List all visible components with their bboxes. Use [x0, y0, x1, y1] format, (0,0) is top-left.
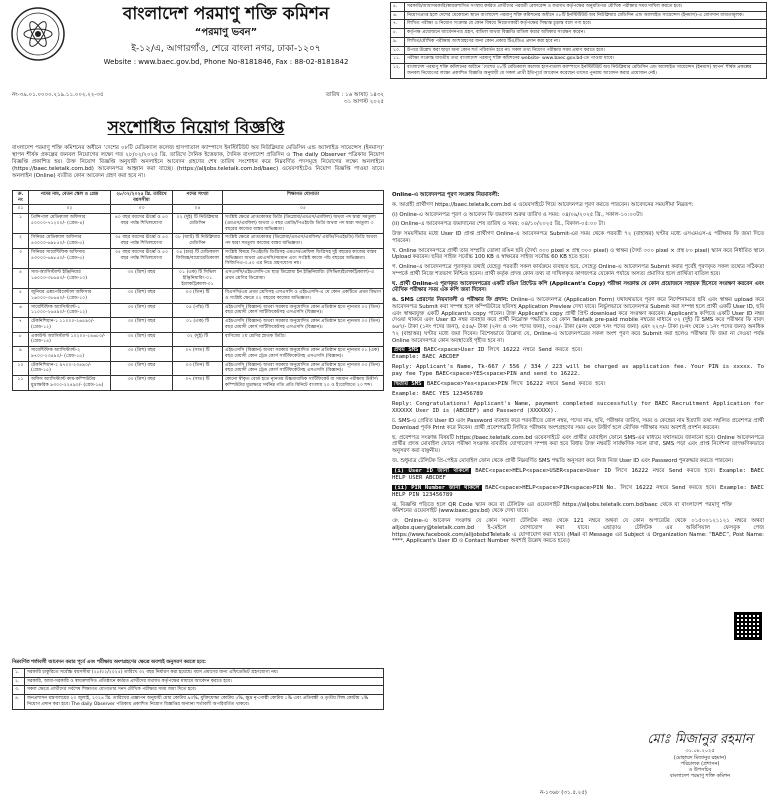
- col-age: ২৮/০২/২০২৫ খ্রি. তারিখে বয়সসীমা: [111, 191, 173, 205]
- online-heading: Online-এ আবেদনপত্র পূরণ সংক্রান্ত নিয়মাবলী:: [392, 192, 500, 198]
- cell-post: টেকনিশিয়ান-২ ৯৭০০-২৩৪৯০/- (গ্রেড-১৫): [29, 361, 111, 375]
- online-a3: উক্ত সময়সীমার মধ্যে User ID প্রাপ্ত প্রার্থীগণ Online-এ আবেদনপত্র Submit-এর সময় থেকে পরবর্তী ৭২ (বাহাত্তর) ঘণ্টার মধ্যে এসএমএস-এ পরীক্ষার ফি জমা দিতে পারবেন।: [392, 231, 764, 244]
- letterhead: [66, 4, 386, 67]
- col-serial: ক্র. নং: [13, 191, 29, 205]
- cell-count: ০৭ (সাত) টি: [173, 347, 223, 361]
- cell-age: ৩০ (ত্রিশ) বছর: [111, 318, 173, 332]
- cell-age: ৩০ (ত্রিশ) বছর: [111, 332, 173, 346]
- condition-row: ৭. লিখিত পরীক্ষা ও নিয়োগ সংক্রান্ত যে কোন বিষয়ে নিয়োগকারী কর্তৃপক্ষের সিদ্ধান্ত চূড়ান্ত বলে গণ্য হবে।: [391, 20, 767, 29]
- cell-count: ০৫ (পাঁচ) টি: [173, 303, 223, 317]
- conditions-table: [12, 668, 384, 710]
- condition-row: ১২. বাংলাদেশ পরমাণু শক্তি কমিশনের অধীনে ‘দেশের ০৮টি মেডিক্যাল কলেজ হাসপাতাল ক্যাম্পাসে ইনস্টিটিউট অব নিউক্লিয়ার মেডিসিন এন্ড অ্যালাইড সায়েন্সেস (ইনমাস) স্থাপন’ শীর্ষক প্রকল্পের জনবল নিয়োগের লক্ষ্যে প্রকাশিত বিজ্ঞপ্তি অনুযায়ী যে সকল প্রার্থী ইতিপূর্বে আবেদন করেছেন তাদের পুনরায় আবেদন করার প্রয়োজন নেই।: [391, 64, 767, 78]
- cell-qual: সংশ্লিষ্ট ক্ষেত্রে প্রাতকোত্তর ডিগ্রি (ডিপ্লোমা/এমএস/এমফিল) অথবা পদ দ্বারা সমতুল্য (এমএস/এমফিল) অথবা ৩ বছর এমডি/পিএইচডি ডিগ্রি অথবা পদ দ্বারা সমতুল্য ৩ বছরের কাজের বাস্তব অভিজ্ঞতা।: [223, 214, 384, 234]
- condition-row: ৯. লিখিত/মৌখিক পরীক্ষায় অংশগ্রহণের জন্য কোন প্রকার টিএ/ডিএ প্রদান করা হবে না।: [391, 37, 767, 46]
- table-row: [13, 332, 384, 346]
- cell-count: ০৪ (চার) টি মেডিক্যাল ফিজিক্স/বায়োমেডিক্যাল: [173, 248, 223, 268]
- cell-count: ০৮ (আট) টি নিউক্লিয়ার মেডিসিন: [173, 234, 223, 248]
- signature-block: [640, 732, 760, 780]
- signature-script: মোঃ মিজানুর রহমান: [647, 732, 753, 747]
- cell-age: ৩০ (ত্রিশ) বছর: [111, 289, 173, 303]
- posts-table: [12, 190, 384, 391]
- cell-post: সাব-অ্যাসিস্ট্যান্ট ইঞ্জিনিয়ার ১৬০০০-৩৮৬৪০/- (গ্রেড-১০): [29, 269, 111, 289]
- cell-no: ১১: [13, 376, 29, 390]
- online-h: জ. শুধুমাত্র টেলিটক প্রি-পেইড মোবাইল ফোন থেকে প্রার্থী নিম্নবর্ণিত SMS পদ্ধতি অনুসরণ করে নিজ নিজ User ID এবং Password পুনরুদ্ধার করতে পারবেন।: [392, 457, 734, 464]
- cell-no: ৮: [13, 332, 29, 346]
- org-contact: Website : www.baec.gov.bd, Phone No-8181846, Fax : 88-02-8181842: [103, 58, 349, 66]
- memo-reference: [12, 92, 384, 105]
- cell-post: সায়েন্টিফিক অ্যাসিস্ট্যান্ট-১ ১১০০০-২৬৫৯০/- (গ্রেড-১২): [29, 303, 111, 317]
- online-j: ঞ. Online-এ আবেদন সংক্রান্ত যে কোন সমস্যা টেলিটক নম্বর থেকে 121 নম্বরে অথবা যে কোন অপারেটর থেকে ০১৫০০১২১১২১ নম্বরে অথবা alljobs.query@teletalk.com.bd ই-মেইলে যোগাযোগ করা যাবে। এছাড়াও টেলিটক এর অফিসিয়াল ফেসবুক পেজ https://www.facebook.com/alljobsbdTeletalk এ যোগাযোগ করা যাবে। (Mail বা Message এর Subject এ Organization Name: “BAEC”, Post Name: ****, Applicant's User ID ও Contact Number অবশ্যই উল্লেখ করতে হবে।): [392, 518, 764, 545]
- condition-row: ৩. সকল ক্ষেত্রে প্রার্থীদের সর্বশেষ শিক্ষাগত যোগ্যতার সনদ মৌখিক পরীক্ষার সময় জমা দিতে হবে।: [13, 686, 384, 695]
- cell-age: ৪০ বছর বয়সের ঊর্ধ্বে ও ৫০ বছর পর্যন্ত শিথিলযোগ্য: [111, 214, 173, 234]
- cell-age: ৩৫ বছর বয়সের ঊর্ধ্বে ও ৫০ বছর পর্যন্ত শিথিলযোগ্য: [111, 234, 173, 248]
- memo-number: নং-৩৯.০১.০০০০.২১৯.১১.০০২.২২-৩৫: [12, 92, 104, 98]
- cell-post: প্রিন্সিপাল মেডিক্যাল অফিসার ৫০০০০-৭১২০০/- (গ্রেড-৪): [29, 214, 111, 234]
- cell-qual: এইচএসসি (বিজ্ঞান) অথবা সরকার অনুমোদিত কোন প্রতিষ্ঠান হতে ন্যূনতম ০৩ (তিন) বছর মেয়াদী কোর্স সার্টিফিকেটসহ এসএসসি (বিজ্ঞান)।: [223, 318, 384, 332]
- cell-no: ৬: [13, 303, 29, 317]
- col-qualification: শিক্ষাগত যোগ্যতা: [223, 191, 384, 205]
- online-instructions: [392, 192, 764, 548]
- cell-post: অফিস অ্যাসিস্ট্যান্ট কাম-কম্পিউটার মুদ্রাক্ষরিক ৯৩০০-২২৪৯০/- (গ্রেড-১৬): [29, 376, 111, 390]
- signatory-dept: ও উপসচিব: [688, 767, 712, 773]
- cell-count: ০১ (এক) টি সিভিল ইঞ্জিনিয়ারিং-০১ ইলেকট্রিক্যাল-০১: [173, 269, 223, 289]
- cell-qual: এইচএসসি (বিজ্ঞান) অথবা সরকার অনুমোদিত কোন প্রতিষ্ঠান হতে ন্যূনতম ০৩ (তিন) বছর মেয়াদী কোর্স সার্টিফিকেটসহ এসএসসি (বিজ্ঞান)।: [223, 303, 384, 317]
- online-f: চ. SMS-এ প্রেরিত User ID এবং Password ব্যবহার করে পরবর্তীতে রোল নম্বর, পদের নাম, ছবি, পরীক্ষার তারিখ, সময় ও কেন্দ্রের নাম ইত্যাদি তথ্য সম্বলিত প্রবেশপত্র প্রার্থী Download পূর্বক Print করে নিবেন। প্রার্থী প্রবেশপত্রটি লিখিত পরীক্ষায় অংশগ্রহণের সময় এবং উত্তীর্ণ হলে মৌখিক পরীক্ষার সময় অবশ্যই প্রদর্শন করবেন।: [392, 418, 764, 431]
- conditions-section: [12, 660, 384, 710]
- col-count: পদের সংখ্যা: [173, 191, 223, 205]
- lost-pin-label: (ii) PIN Number জানা থাকলে: [394, 484, 480, 491]
- table-row: [13, 234, 384, 248]
- cell-no: ৫: [13, 289, 29, 303]
- lost-uid-label: (i) User ID জানা থাকলে: [394, 467, 469, 474]
- cell-count: ০২ (দুই) টি: [173, 332, 223, 346]
- first-sms-example: Example: BAEC ABCDEF: [392, 354, 460, 361]
- cell-no: ১০: [13, 361, 29, 375]
- cell-post: সায়েন্টিফিক অ্যাসিস্ট্যান্ট-২ ৯৭০০-২৩৪৯০/- (গ্রেড-১৫): [29, 347, 111, 361]
- first-sms-code: BAEC<space>User ID লিখে 16222 নম্বরে Send করতে হবে।: [423, 347, 583, 354]
- cell-age: ৩০ (ত্রিশ) বছর: [111, 269, 173, 289]
- cell-post: টেকনিশিয়ান-১ ১১০০০-২৬৫৯০/- (গ্রেড-১২): [29, 318, 111, 332]
- second-sms-label: দ্বিতীয় SMS: [394, 381, 422, 388]
- conditions-continued-table: [390, 2, 767, 79]
- signature-date: ৩১.০৮.২০২৫: [685, 748, 715, 755]
- cell-age: ৩০ (ত্রিশ) বছর: [111, 361, 173, 375]
- table-colnum-row: ০১ ০২ ০৩ ০৪ ০৫: [13, 205, 384, 214]
- condition-row: ১০. উপরে উল্লেখ করা ছাড়া অন্য কোন শর্ত পরিবর্তন হবে না। সকল তথ্য নিয়োগ পরীক্ষার সময় প্রমাণ করতে হবে।: [391, 46, 767, 55]
- first-sms-reply: Reply: Applicant's Name, Tk-667 / 556 / 334 / 223 will be charged as application fee. Your PIN is xxxxx. To pay fee Type BAEC<space>YES<space>PIN and send to 16222.: [392, 364, 764, 378]
- cell-qual: বাণিজ্যে ২য় শ্রেণির স্নাতক ডিগ্রি।: [223, 332, 384, 346]
- sms-heading: ঙ. SMS প্রেরণের নিয়মাবলী ও পরীক্ষার ফি প্রদান:: [392, 297, 509, 303]
- condition-row: ১১. পরীক্ষা সংক্রান্ত যাবতীয় তথ্য বাংলাদেশ পরমাণু শক্তি কমিশনের website- www.baec.gov.bd-তে পাওয়া যাবে।: [391, 55, 767, 64]
- cell-qual: এইচএসসি (বিজ্ঞান) অথবা সরকার অনুমোদিত কোন প্রতিষ্ঠান হতে ন্যূনতম ০৩ (তিন) বছর মেয়াদী কোন ট্রেড কোর্স সার্টিফিকেটসহ এসএসসি (বিজ্ঞান)।: [223, 361, 384, 375]
- table-row: [13, 303, 384, 317]
- second-sms-example: Example: BAEC YES 123456789: [392, 391, 483, 398]
- org-name: বাংলাদেশ পরমাণু শক্তি কমিশন: [122, 4, 330, 24]
- cell-count: ০৭ (সাত) টি: [173, 376, 223, 390]
- condition-row: ২. সরকারি, আধা-সরকারি ও স্বায়ত্তশাসিত প্রতিষ্ঠানে কর্মরত প্রার্থীদের যথাযথ কর্তৃপক্ষের মাধ্যমে আবেদন করতে হবে।: [13, 677, 384, 686]
- lost-uid-code: BAEC<space>HELP<space>USER<space>User ID লিখে 16222 নম্বরে Send করতে হবে। Example: BAEC HELP USER ABCDEF: [392, 467, 764, 481]
- cell-qual: বিএসসি/এম প্রথম শ্রেণিসহ এসএসসি ও এইচএসসি-এ যে কোন একটিতে প্রথম বিভাগ ও সংশ্লিষ্ট ক্ষেত্রে ০২ বছরের কাজের অভিজ্ঞতা।: [223, 289, 384, 303]
- baec-logo-icon: [10, 6, 66, 62]
- qr-code-icon[interactable]: [734, 612, 762, 640]
- cell-qual: এসএসসি/এইচএসসি-তে ছাড় ডিপ্লোমা ইন ইঞ্জিনিয়ারিং (সিভিল/ইলেকট্রিক্যাল)-এ প্রথম শ্রেণির ডিপ্লোমা।: [223, 269, 384, 289]
- condition-row: ৬. নিয়োগপ্রাপ্ত হলে দেশের যেকোনো স্থানে বাংলাদেশ পরমাণু শক্তি কমিশনের অধীনে ০৮টি ইনস্টিটিউট অব নিউক্লিয়ার মেডিসিন এন্ড অ্যালাইড সায়েন্সেস (ইনমাস)-এ যোগদান বাধ্যতামূলক।: [391, 11, 767, 20]
- first-sms-label: প্রথম SMS: [394, 347, 419, 354]
- cell-no: ১: [13, 214, 29, 234]
- table-row: [13, 214, 384, 234]
- signatory-title: পরিচালক (প্রশাসন): [680, 760, 720, 767]
- cell-no: ৪: [13, 269, 29, 289]
- lost-pin-code: BAEC<space>HELP<space>PIN<space>PIN No. লিখে 16222 নম্বরে Send করতে হবে। Example: BAEC HELP PIN 123456789: [392, 484, 764, 498]
- cell-post: জুনিয়র এক্সপেরিমেন্টাল অফিসার ১৬০০০-৩৮৬৪০/- (গ্রেড-১০): [29, 289, 111, 303]
- cell-age: ৩৫ বছর বয়সের ঊর্ধ্বে ও ৫০ বছর পর্যন্ত শিথিলযোগ্য: [111, 248, 173, 268]
- conditions-heading: নিম্নবর্ণিত শর্তাবলী আবেদন করার পূর্বে এবং পরীক্ষায় অংশগ্রহণের ক্ষেত্রে অবশ্যই অনুসরণ করতে হবে:: [12, 660, 206, 665]
- cell-no: ৩: [13, 248, 29, 268]
- table-row: [13, 318, 384, 332]
- online-a2: (ii) Online-এ আবেদনপত্র জমাদানের শেষ তারিখ ও সময়: ০৪/১০/২০২৫ খ্রি., বিকাল-০৫:০০ টা।: [392, 221, 605, 228]
- right-column: [390, 0, 767, 800]
- sms-text: Online-এ আবেদনপত্র (Application Form) যথাযথভাবে পূরণ করে নির্দেশনামতে ছবি এবং স্বাক্ষর upload করে আবেদনপত্র Submit করা সম্পন্ন হলে কম্পিউটারে ছবিসহ Application Preview দেখা যাবে। নির্ভুলভাবে আবেদনপত্র Submit করা সম্পন্ন হলে প্রার্থী একটি User ID, ছবি এবং স্বাক্ষরযুক্ত একটি Applicant's copy পাবেন। উক্ত Applicant's copy প্রার্থী প্রিন্ট download করে সংরক্ষণ করবেন। Applicant's কপিতে একটি User ID নম্বর দেওয়া থাকবে এবং User ID নম্বর ব্যবহার করে প্রার্থী নিম্নোক্ত পদ্ধতিতে যে কোন Teletalk pre-paid mobile নম্বরের মাধ্যমে ০২ (দুই) টি SMS করে পরীক্ষার ফি বাবদ ৬৬৭/- টাকা (১নং পদের জন্য), ৫৫৬/- টাকা (২নং ও ৩নং পদের জন্য), ৩৩৪/- টাকা (৪নং থেকে ৭নং পদের জন্য) এবং ২২৩/- টাকা (৮নং থেকে ১১নং পদের জন্য) অনধিক ৭২ (বাহাত্তর) ঘণ্টার মধ্যে জমা দিবেন। বিশেষভাবে উল্লেখ্য যে, Online-এ আবেদনপত্রের সকল অংশ পূরণ করে Submit করা হলেও পরীক্ষার ফি জমা না দেওয়া পর্যন্ত Online আবেদনপত্র কোন অবস্থাতেই গৃহীত হবে না।: [392, 297, 764, 344]
- table-row: [13, 361, 384, 375]
- table-header-row: [13, 191, 384, 205]
- col-post: পদের নাম, বেতন স্কেল ও গ্রেড: [29, 191, 111, 205]
- table-row: [13, 289, 384, 303]
- cell-no: ৯: [13, 347, 29, 361]
- cell-qual: এইচএসসি (বিজ্ঞান) অথবা সরকার অনুমোদিত কোন প্রতিষ্ঠান হতে ন্যূনতম ০১ (এক) বছর মেয়াদী কোন ট্রেড কোর্স সার্টিফিকেটসহ এসএসসি (বিজ্ঞান)।: [223, 347, 384, 361]
- footer-code: ন-১৩৬৮ (৩১.৫.২৫): [540, 790, 587, 796]
- cell-count: ০১ (এক) টি: [173, 318, 223, 332]
- table-row: [13, 347, 384, 361]
- condition-row: ৪. জনপ্রশাসন মন্ত্রণালয়ের ২০ জুলাই, ২০২৪ খ্রি. তারিখের প্রজ্ঞাপন অনুযায়ী মেধা কোটায় ৯৩%, মুক্তিযোদ্ধা কোটায় ৫%, ক্ষুদ্র নৃ-গোষ্ঠী কোটায় ১% এবং প্রতিবন্ধী ও তৃতীয় লিঙ্গ কোটায় ১% নিয়োগ প্রদান করা হবে। The daily Observer পত্রিকায় প্রকাশিত নিয়োগ বিজ্ঞপ্তির অন্যান্য শর্তাবলী অপরিবর্তিত থাকবে।: [13, 695, 384, 709]
- online-b: খ. Online আবেদনপত্রে প্রার্থী তার সম্প্রতি তোলা রঙিন ছবি (দৈর্ঘ্য ৩০০ pixel × প্রস্থ ৩০০ pixel) ও স্বাক্ষর (দৈর্ঘ্য ৩০০ pixel × প্রস্থ ৮০ pixel) স্ক্যান করে নির্ধারিত স্থানে Upload করবেন। ছবির সাইজ সর্বোচ্চ 100 KB ও স্বাক্ষরের সাইজ সর্বোচ্চ 60 KB হতে হবে।: [392, 247, 764, 261]
- online-a: ক. আগ্রহী প্রার্থীগণ https://baec.teletalk.com.bd এ ওয়েবসাইটে গিয়ে আবেদনপত্র পূরণ করতে পারবেন। আবেদনের সময়সীমা নিম্নরূপ:: [392, 201, 694, 208]
- cell-no: ৭: [13, 318, 29, 332]
- cell-post: সিনিয়র মেডিক্যাল অফিসার ৪৩০০০-৬৯৮৫০/- (গ্রেড-৫): [29, 234, 111, 248]
- cell-post: সিনিয়র সায়েন্টিফিক অফিসার ৪৩০০০-৬৯৮৫০/- (গ্রেড-৫): [29, 248, 111, 268]
- cell-age: ৩০ (ত্রিশ) বছর: [111, 303, 173, 317]
- building-name: “পরমাণু ভবন”: [194, 27, 258, 39]
- cell-qual: সংশ্লিষ্ট বিষয়ে পিএইচডি ডিগ্রিসহ এমএস/এমফিল ডিগ্রিসহ দুই বছরের কাজের বাস্তব অভিজ্ঞতা অথবা এমএসসি/সমমান এবং সংশ্লিষ্ট কাজে পাঁচ বছরের অভিজ্ঞতা। সিজিপিএ-৩.৫০ এর নিচে গ্রহণযোগ্য নয়।: [223, 248, 384, 268]
- cell-no: ২: [13, 234, 29, 248]
- cell-qual: সংশ্লিষ্ট ক্ষেত্রে প্রাতকোত্তর (ডিপ্লোমা/এমএস/এমফিল/ এমডি/পিএইচডি) ডিগ্রি অথবা পদ দ্বারা সমতুল্য কাজের বাস্তব অভিজ্ঞতা।: [223, 234, 384, 248]
- left-column: [6, 0, 386, 800]
- date-label: তারিখ :: [325, 92, 344, 98]
- page-title: সংশোধিত নিয়োগ বিজ্ঞপ্তি: [107, 118, 285, 138]
- table-row: [13, 376, 384, 390]
- signatory-name: (মোহাম্মদ মিজানুর রহমান): [673, 754, 727, 761]
- date-english: ৩১ আগস্ট ২০২৫: [344, 98, 384, 105]
- org-address: ই-১২/এ, আগারগাঁও, শেরে বাংলা নগর, ঢাকা-১২০৭: [131, 43, 321, 54]
- cell-count: ০৩ (তিন) টি: [173, 289, 223, 303]
- online-d: ঘ. প্রার্থী Online-এ পূরণকৃত আবেদনপত্রের একটি রঙিন প্রিন্টেড কপি (Applicant's Copy) পরীক্ষা সংক্রান্ত যে কোন প্রয়োজনে সহায়ক হিসেবে সংরক্ষণ করবেন এবং মৌখিক পরীক্ষার সময় এক কপি জমা দিবেন।: [392, 280, 764, 294]
- table-row: [13, 269, 384, 289]
- cell-qual: কোনো স্বীকৃত বোর্ড হতে ন্যূনতম উচ্চমাধ্যমিক সার্টিফিকেট বা সমমান পরীক্ষায় উত্তীর্ণ। কম্পিউটার মুদ্রাক্ষরে সর্বনিম্ন গতি প্রতি মিনিটে বাংলায় ২০ ও ইংরেজিতে ২০ শব্দ।: [223, 376, 384, 390]
- online-g: ছ. প্রবেশপত্র সংক্রান্ত বিষয়টি https://baec.teletalk.com.bd ওয়েবসাইটে এবং প্রার্থীর মোবাইল ফোনে SMS-এর মাধ্যমে যথাসময়ে জানানো হবে। Online আবেদনপত্রে প্রার্থীর প্রদত্ত মোবাইল ফোনে পরীক্ষা সংক্রান্ত যাবতীয় যোগাযোগ সম্পন্ন করা হবে বিধায় উক্ত নম্বরটি সার্বক্ষণিক সচল রাখা, SMS পড়া এবং প্রাপ্ত নির্দেশনা তাৎক্ষণিকভাবে অনুসরণ করা বাঞ্ছনীয়।: [392, 434, 764, 455]
- intro-paragraph: বাংলাদেশ পরমাণু শক্তি কমিশনের অধীনে ‘দেশের ০৮টি মেডিক্যাল কলেজ হাসপাতাল ক্যাম্পাসে ইনস্টিটিউট অব নিউক্লিয়ার মেডিসিন এন্ড অ্যালাইড সায়েন্সেস (ইনমাস)’ স্থাপন শীর্ষক প্রকল্পের জনবল নিয়োগের লক্ষ্যে গত ২৮/০২/২০২৫ খ্রি. তারিখে দৈনিক ইত্তেফাক, দৈনিক বাংলাদেশ প্রতিদিন ও The daily Observer পত্রিকায় নিয়োগ বিজ্ঞপ্তি প্রকাশিত হয়। উক্ত নিয়োগ বিজ্ঞপ্তি অনুযায়ী অনলাইনে আবেদন গ্রহণের শেষ তারিখ সংশোধন করে নিম্নবর্ণিত পদসমূহে নিয়োগের লক্ষ্যে অনলাইনে (https://baec.teletalk.com.bd) আবেদনপত্র আহ্বান করা যাচ্ছে। (https://alljobs.teletalk.com.bd/baec) ওয়েবসাইটেও নিয়োগ বিজ্ঞপ্তি পাওয়া যাবে। অনলাইন (Online) ব্যতীত কোন আবেদন গ্রহণ করা হবে না।: [12, 145, 384, 179]
- condition-row: ৮. কর্তৃপক্ষ প্রয়োজনে আবেদনপত্র গ্রহণ, বাতিল অথবা বিজ্ঞপ্তি বাতিল করার অধিকার সংরক্ষণ করেন।: [391, 29, 767, 38]
- cell-count: ০২ (দুই) টি নিউক্লিয়ার মেডিসিন: [173, 214, 223, 234]
- second-sms-code: BAEC<space>Yes<space>PIN লিখে 16222 নম্বরে Send করতে হবে।: [426, 381, 606, 388]
- cell-count: ০৩ (তিন) টি: [173, 361, 223, 375]
- online-c: গ. Online-এ আবেদনপত্রে পূরণকৃত তথ্যই যেহেতু পরবর্তী সকল কার্যক্রমে ব্যবহৃত হবে, সেহেতু Online-এ আবেদনপত্র Submit করার পূর্বেই পূরণকৃত সকল তথ্যের সঠিকতা সম্পর্কে প্রার্থী নিজে শতভাগ নিশ্চিত হবেন। প্রার্থী কর্তৃক প্রদত্ত কোন তথ্য বা দাখিলকৃত কাগজপত্র যেকোন পর্যায়ে অসত্য প্রমাণিত হলে প্রার্থিতা বাতিল হবে।: [392, 264, 764, 277]
- memo-date: [326, 92, 384, 106]
- cell-post: একাউন্ট অ্যাসিস্ট্যান্ট ১০২০০-২৪৬৮০/- (গ্রেড-১৪): [29, 332, 111, 346]
- cell-age: ৩০ (ত্রিশ) বছর: [111, 347, 173, 361]
- condition-row: ৫. সরকারি/আধাসরকারি/স্বায়ত্তশাসিত সংস্থায় কর্মরত প্রার্থীদের পরবর্তী রেফারেন্স ও যথাযথ কর্তৃপক্ষের অনুমতিপত্র মৌখিক পরীক্ষার সময় দাখিল করতে হবে।: [391, 3, 767, 12]
- date-bangla: ১৬ আষাঢ় ১৪৩২: [345, 92, 384, 98]
- signatory-org: বাংলাদেশ পরমাণু শক্তি কমিশন: [669, 773, 731, 780]
- condition-row: ১. সরকারি চাকুরিতে সর্বোচ্চ বয়সসীমা (২৮/০২/২০২৫) তারিখে ৩২ বছর নির্ধারণ করা হয়েছে। বয়স প্রমাণের জন্য এফিডেভিট গ্রহণযোগ্য নয়।: [13, 668, 384, 677]
- online-i: ঝ. বিজ্ঞপ্তি পড়িতে হলে QR Code স্ক্যান করে বা টেলিটক এর ওয়েবসাইট https://alljobs.teletalk.com.bd/baec থেকে বা বাংলাদেশ পরমাণু শক্তি কমিশনের ওয়েবসাইট (www.baec.gov.bd) থেকে দেখা যাবে।: [392, 501, 732, 515]
- table-row: [13, 248, 384, 268]
- second-sms-reply: Reply: Congratulations! Applicant's Name, payment completed successfully for BAEC Recruitment Application for XXXXXX User ID is (ABCDEF) and Password (XXXXXX).: [392, 401, 764, 415]
- online-a1: (i) Online-এ আবেদনপত্র পূরণ ও আবেদন ফি জমাদান শুরুর তারিখ ও সময়: ০৪/০৯/২০২৫ খ্রি., সকাল-১০:০০টা।: [392, 211, 643, 218]
- cell-age: ৩০ (ত্রিশ) বছর: [111, 376, 173, 390]
